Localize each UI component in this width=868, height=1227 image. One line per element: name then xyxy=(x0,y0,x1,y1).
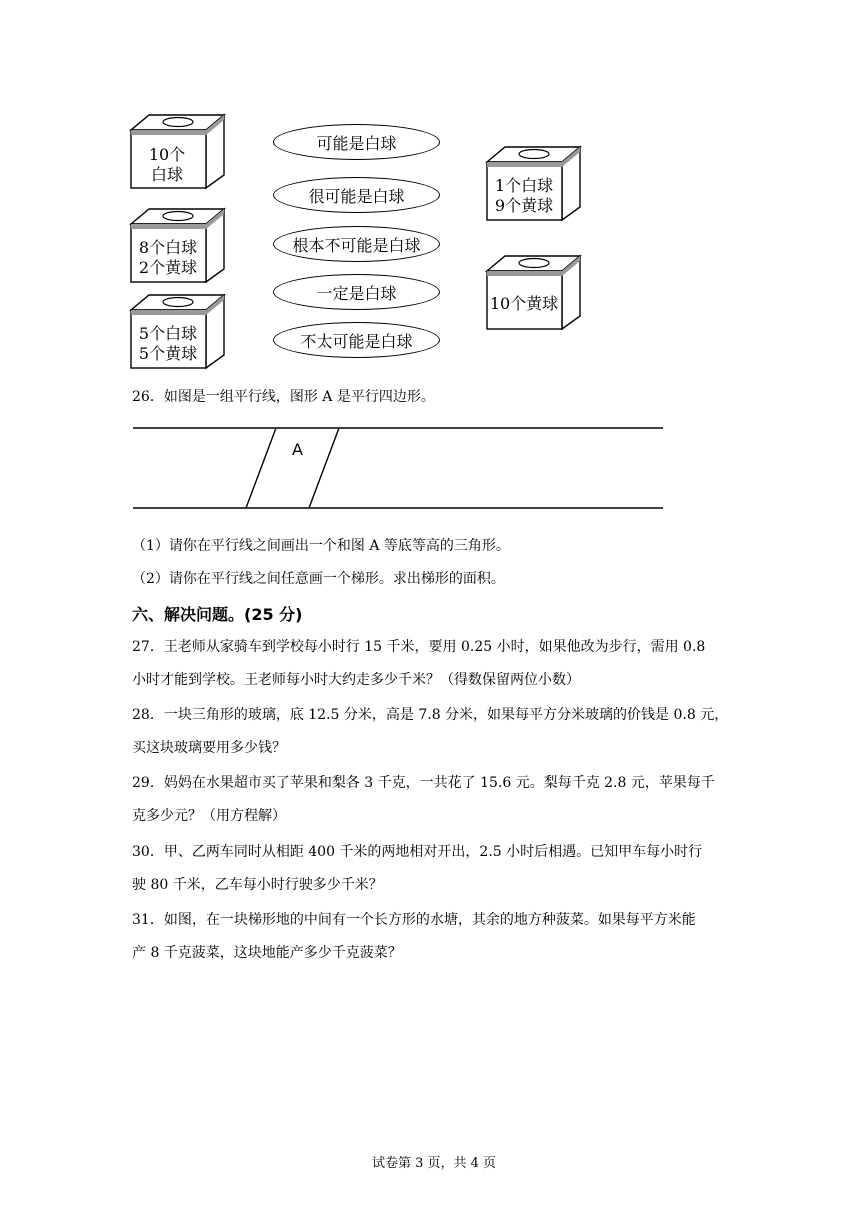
section-heading: 六、解决问题。(25 分) xyxy=(132,605,303,624)
box-icon xyxy=(484,254,584,332)
oval-possible-white[interactable]: 可能是白球 xyxy=(273,124,440,160)
q27-line1: 27．王老师从家骑车到学校每小时行 15 千米，要用 0.25 小时，如果他改为步行，需用 0.8 xyxy=(132,639,706,655)
q31-line1: 31．如图，在一块梯形地的中间有一个长方形的水塘，其余的地方种菠菜。如果每平方米能 xyxy=(132,912,696,928)
q27-line2: 小时才能到学校。王老师每小时大约走多少千米？（得数保留两位小数） xyxy=(132,672,580,688)
q30-line2: 驶 80 千米，乙车每小时行驶多少千米？ xyxy=(132,877,383,893)
q28-line1: 28．一块三角形的玻璃，底 12.5 分米，高是 7.8 分米，如果每平方分米玻璃的价钱是 0.8 元， xyxy=(132,707,729,723)
page-footer: 试卷第 3 页，共 4 页 xyxy=(371,1156,497,1171)
q30-line1: 30．甲、乙两车同时从相距 400 千米的两地相对开出，2.5 小时后相遇。已知甲车每小时行 xyxy=(132,844,703,860)
oval-very-likely-white[interactable]: 很可能是白球 xyxy=(273,177,440,213)
box-label-line1: 1个白球 xyxy=(494,176,554,195)
q29-line1: 29．妈妈在水果超市买了苹果和梨各 3 千克，一共花了 15.6 元。梨每千克 2.8 元，苹果每千 xyxy=(132,775,715,791)
box-label-line2: 白球 xyxy=(150,165,183,184)
box-label-line1: 8个白球 xyxy=(138,238,198,257)
box-label-line2: 9个黄球 xyxy=(494,196,554,215)
q29-line2: 克多少元？（用方程解） xyxy=(132,808,286,824)
box-label-line2: 2个黄球 xyxy=(138,258,198,277)
q26-sub2: （2）请你在平行线之间任意画一个梯形。求出梯形的面积。 xyxy=(132,571,505,587)
box-label-line1: 10个黄球 xyxy=(489,294,559,313)
oval-impossible-white[interactable]: 根本不可能是白球 xyxy=(273,226,440,262)
box-label-line1: 5个白球 xyxy=(138,324,198,343)
parallelogram-label: A xyxy=(292,440,303,459)
oval-certain-white[interactable]: 一定是白球 xyxy=(273,274,440,310)
q28-line2: 买这块玻璃要用多少钱？ xyxy=(132,740,286,756)
q26-title: 26．如图是一组平行线，图形 A 是平行四边形。 xyxy=(132,389,435,405)
box-label-line2: 5个黄球 xyxy=(138,344,198,363)
parallel-lines-figure xyxy=(0,420,868,520)
q31-line2: 产 8 千克菠菜，这块地能产多少千克菠菜？ xyxy=(132,945,402,961)
box-label-line1: 10个 xyxy=(148,145,186,164)
oval-unlikely-white[interactable]: 不太可能是白球 xyxy=(273,322,440,358)
q26-sub1: （1）请你在平行线之间画出一个和图 A 等底等高的三角形。 xyxy=(132,538,510,554)
